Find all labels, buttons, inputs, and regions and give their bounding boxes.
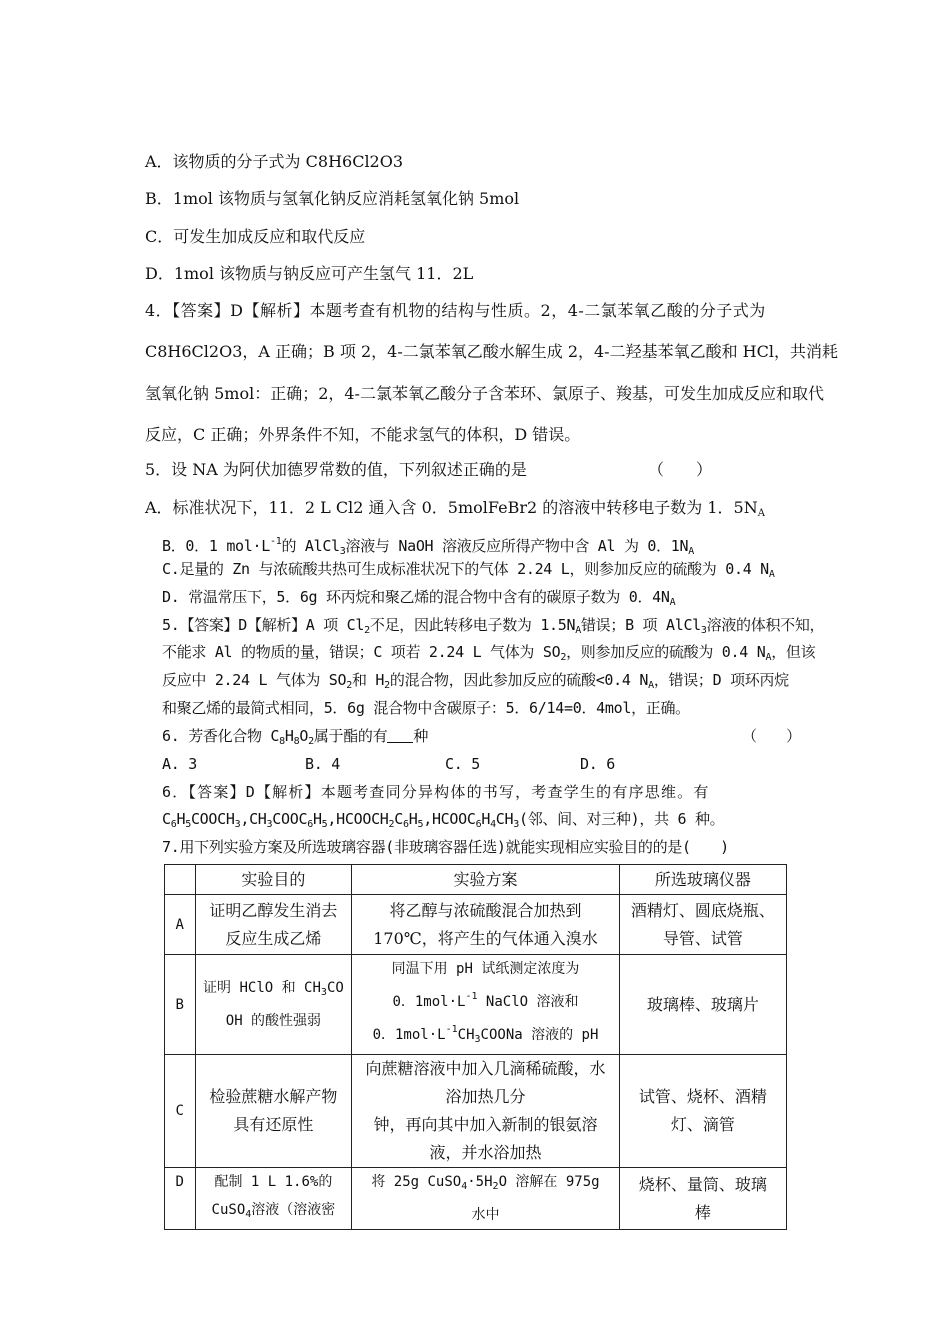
q4-answer-line-3: 氢氧化钠 5mol：正确；2，4-二氯苯氧乙酸分子含苯环、氯原子、羧基，可发生加成反应和取代 xyxy=(145,384,824,403)
q6-stem: 6. 芳香化合物 $C_8H_8O_2$属于酯的有 种 xyxy=(162,727,429,747)
q5-answer-line-2: 不能求 Al 的物质的量，错误；C 项若 2.24 L 气体为 $SO_2$，则参加反应的硫酸为 0.4 $N_A$，但该 xyxy=(162,643,816,663)
q6-option-b: B. 4 xyxy=(305,755,340,773)
table-header-goal: 实验目的 xyxy=(195,865,352,895)
q5-answer-line-1: 5.【答案】D【解析】A 项 $Cl_2$不足，因此转移电子数为 $1.5N_A$错误；B 项 AlCl$_3$溶液的体积不知， xyxy=(162,616,825,636)
row-c-plan: 向蔗糖溶液中加入几滴稀硫酸，水 浴加热几分 钟，再向其中加入新制的银氨溶 液，并水浴加热 xyxy=(352,1055,619,1168)
table-header-empty xyxy=(165,865,196,895)
q5-stem: 5．设 NA 为阿伏加德罗常数的值，下列叙述正确的是 xyxy=(145,460,527,479)
table-header-tools: 所选玻璃仪器 xyxy=(619,865,786,895)
q4-answer-line-4: 反应，C 正确；外界条件不知，不能求氢气的体积，D 错误。 xyxy=(145,425,581,444)
table-row-b xyxy=(165,955,787,1055)
table-row-a xyxy=(165,895,787,955)
q5-answer-paren: （ ） xyxy=(648,460,713,479)
q5-option-c: C.足量的 Zn 与浓硫酸共热可生成标准状况下的气体 2.24 L，则参加反应的硫酸为 0.4 $N_A$ xyxy=(162,560,775,580)
row-b-plan: 同温下用 pH 试纸测定浓度为 0．$1mol\cdot L^{-1}$ NaClO 溶液和 0．$1mol\cdot L^{-1}CH_3COONa$ 溶液的 pH xyxy=(352,955,619,1055)
q6-answer-paren: （ ） xyxy=(742,727,801,745)
row-c-tools: 试管、烧杯、酒精 灯、滴管 xyxy=(619,1055,786,1168)
row-b-tools: 玻璃棒、玻璃片 xyxy=(619,955,786,1055)
q6-option-a: A. 3 xyxy=(162,755,197,773)
row-a-plan: 将乙醇与浓硫酸混合加热到 170℃，将产生的气体通入溴水 xyxy=(352,895,619,955)
q6-option-d: D. 6 xyxy=(580,755,615,773)
row-a-goal: 证明乙醇发生消去 反应生成乙烯 xyxy=(195,895,352,955)
row-d-tools: 烧杯、量筒、玻璃 棒 xyxy=(619,1168,786,1230)
q5-option-a: A．标准状况下，11．2 L Cl2 通入含 0．5molFeBr2 的溶液中转移电子数为 1．$5N_A$ xyxy=(145,498,765,519)
row-a-key: A xyxy=(165,895,196,955)
q5-answer-line-3: 反应中 2.24 L 气体为 $SO_2$和 $H_2$的混合物，因此参加反应的硫酸<0.4 $N_A$，错误；D 项环丙烷 xyxy=(162,671,789,691)
row-b-goal: 证明 HClO 和 $CH_3CO$ OH 的酸性强弱 xyxy=(195,955,352,1055)
q5-option-b: B．0．1 $mol\cdot L^{-1}$的 AlCl$_3$溶液与 NaOH 溶液反应所得产物中含 Al 为 0．$1N_A$ xyxy=(162,536,694,557)
table-header-plan: 实验方案 xyxy=(352,865,619,895)
q6-option-c: C. 5 xyxy=(445,755,480,773)
row-d-key: D xyxy=(165,1168,196,1230)
row-d-plan: 将 25g $CuSO_4\cdot 5H_2O$ 溶解在 975g 水中 xyxy=(352,1168,619,1230)
row-c-goal: 检验蔗糖水解产物 具有还原性 xyxy=(195,1055,352,1168)
row-a-tools: 酒精灯、圆底烧瓶、 导管、试管 xyxy=(619,895,786,955)
q4-option-c: C．可发生加成反应和取代反应 xyxy=(145,227,366,246)
row-c-key: C xyxy=(165,1055,196,1168)
table-header-row xyxy=(165,865,787,895)
q5-option-d: D. 常温常压下，5．6g 环丙烷和聚乙烯的混合物中含有的碳原子数为 0．$4N_A$ xyxy=(162,588,676,608)
q4-answer-line-2: C8H6Cl2O3，A 正确；B 项 2，4-二氯苯氧乙酸水解生成 2，4-二羟基苯氧乙酸和 HCl，共消耗 xyxy=(145,342,838,361)
q6-answer-line-1: 6．【答案】D【解析】本题考查同分异构体的书写，考查学生的有序思维。有 xyxy=(162,783,710,801)
row-d-goal: 配制 1 L 1.6%的 CuSO$_4$溶液（溶液密 xyxy=(195,1168,352,1230)
q6-answer-line-2: $C_6H_5COOCH_3,CH_3COOC_6H_5,HCOOCH_2C_6H_5,HCOOC_6H_4CH_3$(邻、间、对三种)，共 6 种。 xyxy=(162,810,725,830)
q5-answer-line-4: 和聚乙烯的最简式相同，5．6g 混合物中含碳原子：5．6/14=0．4mol，正确。 xyxy=(162,699,690,717)
row-b-key: B xyxy=(165,955,196,1055)
experiment-table xyxy=(164,864,787,1230)
q4-answer-line-1: 4．【答案】D【解析】本题考查有机物的结构与性质。2，4-二氯苯氧乙酸的分子式为 xyxy=(145,301,766,320)
q4-option-d: D．1mol 该物质与钠反应可产生氢气 11．2L xyxy=(145,264,474,283)
table-row-d xyxy=(165,1168,787,1230)
q6-blank xyxy=(387,726,413,743)
q4-option-a: A．该物质的分子式为 C8H6Cl2O3 xyxy=(145,152,404,171)
q7-stem: 7.用下列实验方案及所选玻璃容器(非玻璃容器任选)就能实现相应实验目的的是( ) xyxy=(162,838,729,856)
q4-option-b: B．1mol 该物质与氢氧化钠反应消耗氢氧化钠 5mol xyxy=(145,189,520,208)
table-row-c xyxy=(165,1055,787,1168)
